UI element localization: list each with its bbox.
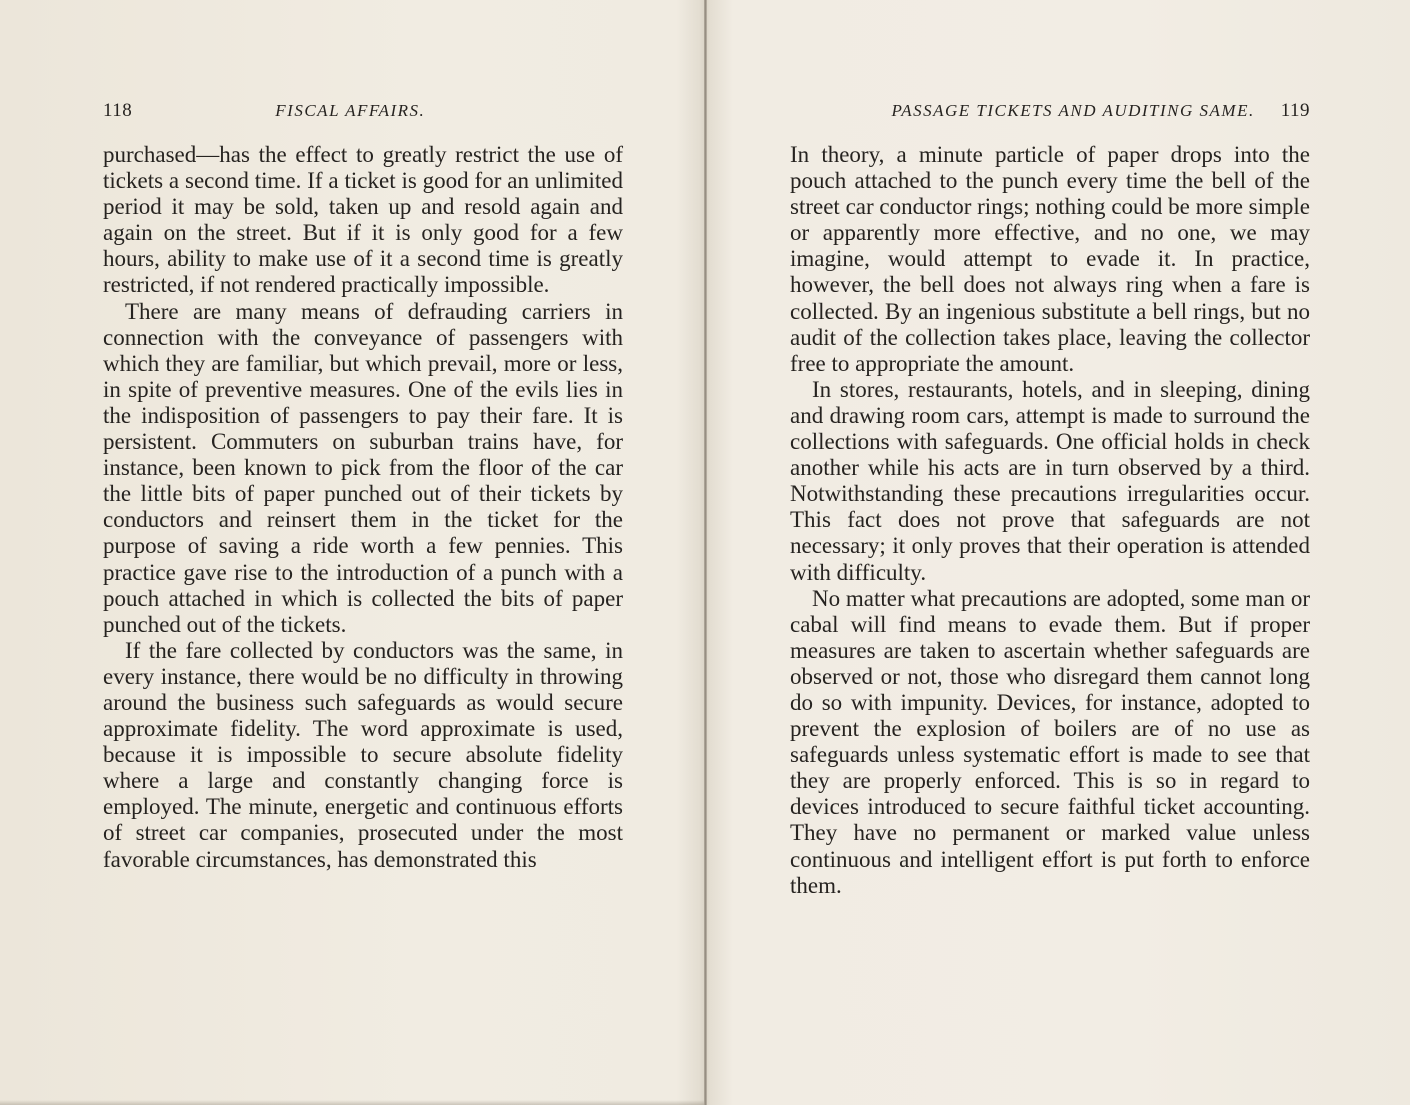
paragraph: In theory, a minute particle of paper drops into the pouch attached to the punch every time the bell of the street car conductor rings; nothing could be more simple or apparently more effective, and no one, we may imagine, would attempt to evade it. In practice, however, the bell does not always ring when a fare is collected. By an ingenious substitute a bell rings, but no audit of the collection takes place, leaving the collector free to appropriate the amount.	[790, 142, 1310, 376]
paragraph: No matter what precautions are adopted, some man or cabal will find means to evade them. But if proper measures are taken to ascertain whether safeguards are observed or not, those who disregard them cannot long do so with impunity. Devices, for instance, adopted to prevent the explosion of boilers are of no use as safeguards unless systematic effort is made to see that they are properly enforced. This is so in regard to devices introduced to secure faithful ticket accounting. They have no permanent or marked value unless continuous and intelligent effort is put forth to enforce them.	[790, 585, 1310, 898]
right-page-body	[790, 142, 1310, 899]
right-page	[707, 0, 1410, 1105]
paragraph: purchased—has the effect to greatly restrict the use of tickets a second time. If a ticket is good for an unlimited period it may be sold, taken up and resold again and again on the street. But if it is only good for a few hours, ability to make use of it a second time is greatly restricted, if not rendered practically impossible.	[103, 142, 623, 298]
left-page-body	[103, 142, 623, 873]
paragraph: In stores, restaurants, hotels, and in sleeping, dining and drawing room cars, attempt is made to surround the collections with safeguards. One official holds in check another while his acts are in turn observed by a third. Notwithstanding these precautions irregularities occur. This fact does not prove that safeguards are not necessary; it only proves that their operation is attended with difficulty.	[790, 376, 1310, 585]
left-page	[0, 0, 704, 1105]
left-page-header	[103, 100, 623, 122]
paragraph: If the fare collected by conductors was the same, in every instance, there would be no difficulty in throwing around the business such safeguards as would secure approximate fidelity. The word approximate is used, because it is impossible to secure absolute fidelity where a large and constantly changing force is employed. The minute, energetic and continuous efforts of street car companies, prosecuted under the most favorable circumstances, has demonstrated this	[103, 637, 623, 872]
running-head: PASSAGE TICKETS AND AUDITING SAME.	[891, 101, 1255, 120]
page-edge-shadow	[0, 1100, 704, 1105]
page-number: 119	[1280, 100, 1310, 121]
page-number: 118	[103, 100, 133, 121]
running-head: FISCAL AFFAIRS.	[275, 101, 426, 120]
paragraph: There are many means of defrauding carriers in connection with the conveyance of passengers with which they are familiar, but which prevail, more or less, in spite of preventive measures. One of the evils lies in the indisposition of passengers to pay their fare. It is persistent. Commuters on suburban trains have, for instance, been known to pick from the floor of the car the little bits of paper punched out of their tickets by conductors and reinsert them in the ticket for the purpose of saving a ride worth a few pennies. This practice gave rise to the introduction of a punch with a pouch attached in which is collected the bits of paper punched out of the tickets.	[103, 298, 623, 637]
right-page-header	[790, 100, 1310, 122]
